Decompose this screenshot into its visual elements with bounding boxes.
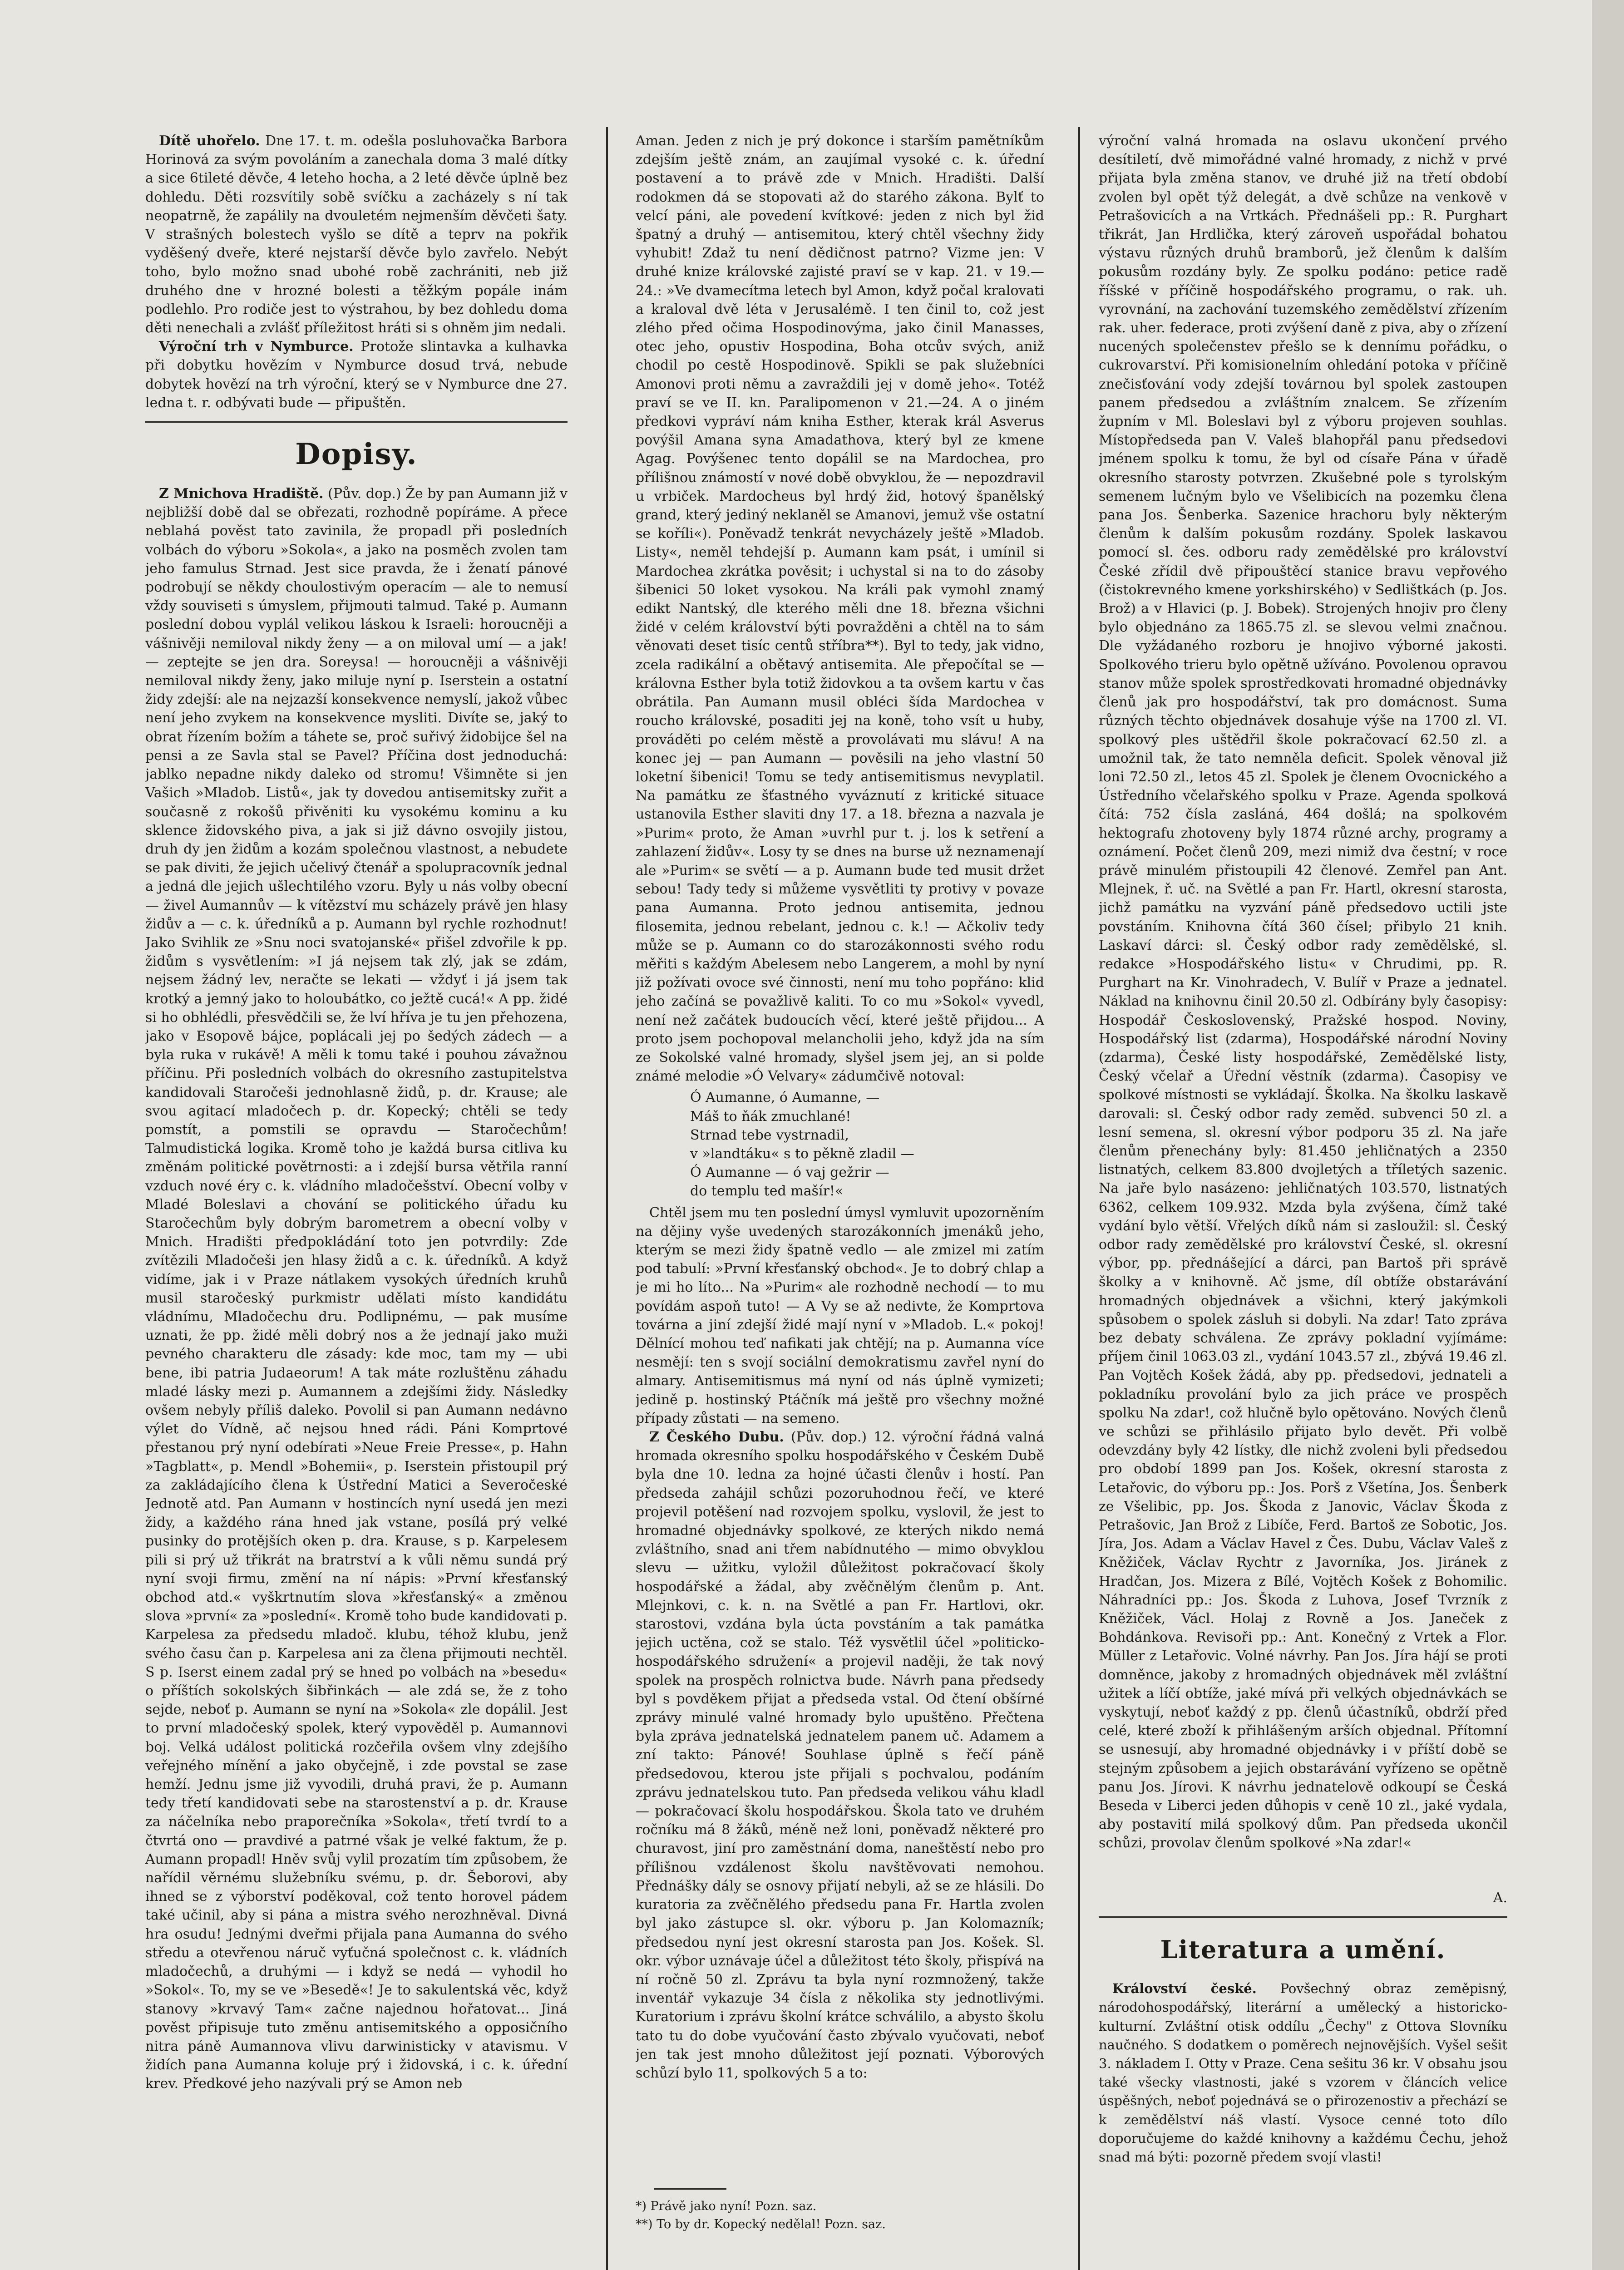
footnote: **) To by dr. Kopecký nedělal! Pozn. saz. — [636, 2217, 886, 2231]
page-edge — [1592, 0, 1624, 2270]
column-rule-1 — [606, 127, 608, 2270]
poem-line: Strnad tebe vystrnadil, — [690, 1127, 849, 1143]
column-3 — [1099, 132, 1507, 2270]
letter-continuation-end: Chtěl jsem mu ten poslední úmysl vymluvit upozorněním na dějiny vyše uvedených starozákonních jmenáků jeho, kterým se mezi židy špatně vedlo — ale zmizel mi zatím pod tabulí: »První křesťanský obchod«. Je to dobrý chlap a je mi ho líto... Na »Purim« ale rozhodně nechodí — to mu povídám aspoň tuto! — A Vy se až nedivte, že Komprtova továrna a jiní zdejší židé mají nyní v »Mladob. L.« pokoj! Dělnící mohou teď nafikati jak chtějí; na p. Aumanna více nesmějí: ten s svojí sociální demokratismu zavřel nyní do almary. Antisemitismus má nyní od nás úplně vymizeti; jedině p. hostinský Ptáčník má ještě pro všechny možné případy zůstati — na semeno. — [636, 1204, 1044, 1426]
section-divider — [145, 421, 568, 423]
section-title-literature: Literatura a umění. — [1160, 1935, 1446, 1964]
news-item-body: Protože slintavka a kulhavka při dobytku hovězím v Nymburce dosud trvá, nebude dobytek hovězí na trh výroční, který se v Nymburce dne 27. ledna t. r. odbývati bude — připuštěn. — [145, 339, 568, 411]
news-item-lead: Výroční trh v Nymburce. — [159, 339, 354, 355]
poem — [690, 1088, 1044, 1200]
poem-line: Ó Aumanne — ó vaj gežrir — — [690, 1165, 889, 1181]
letter-mnichovo-hradiste — [145, 484, 568, 2093]
letter-body: (Pův. dop.) 12. výroční řádná valná hromada okresního spolku hospodářského v Českém Dubě byla dne 10. ledna za hojné účasti členův i hostí. Pan předseda zahájil schůzi pozoruhodnou řečí, ve které projevil potěšení nad rozvojem spolku, vyslovil, že jest to hromadné objednávky spolkové, ze kterých nikdo nemá zvláštního, snad ani třem nabídnutého — mimo obvyklou slevu — užitku, vyložil důležitost pokračovací školy hospodářské a žádal, aby zvěčnělým členům p. Ant. Mlejnkovi, c. k. n. na Světlé a pan Fr. Hartlovi, okr. starostovi, vzdána byla úcta povstáním a tak památka jejich uctěna, což se stalo. Též vysvětlil účel »politicko-hospodářského sdružení« a projevil naději, že tak nový spolek na prospěch rolnictva bude. Návrh pana předsedy byl s povděkem přijat a předseda vstal. Od čtení obšírné zprávy minulé valné hromady bylo upuštěno. Přečtena byla zpráva jednatelská jednatelem panem uč. Adamem a zní takto: Pánové! Souhlase úplně s řečí páně předsedovou, kterou jste přijali s pochvalou, podáním zprávu jednatelskou tuto. Pan předseda velikou váhu kladl — pokračovací školu hospodářskou. Škola tato ve druhém ročníku má 8 žáků, méně než loni, poněvadž některé pro churavost, jiní pro zaměstnání doma, naneštěstí nebo pro přílišnou vzdálenost školu navštěvovati nemohou. Přednášky dály se osnovy přijatí nebyli, až se ze hlásili. Do kuratoria za zvěčnělého předsedu pana Fr. Hartla zvolen byl jako zástupce sl. okr. výboru p. Jan Kolomazník; předsedou nyní jest okresní starosta pan Jos. Košek. Sl. okr. výbor uznávaje účel a důležitost této školy, přispívá na ní ročně 50 zl. Zprávu ta byla nyní rozmnožený, takže inventář vykazuje 34 čísla z několika sty jednotlivými. Kuratorium i zprávu školní krátce schválilo, a abysto školu tato tu do dobe vyučování často zbývalo vyučovati, neboť jen tak jest mnoho důležitost její poznati. Výborových schůzí bylo 11, spolkových 5 a to: — [636, 1429, 1044, 2081]
letter-lead: Z Českého Dubu. — [649, 1429, 784, 1446]
letter-continuation: Aman. Jeden z nich je prý dokonce i starším pamětníkům zdejším ještě znám, an zaujímal vysoké c. k. úřední postavení a to právě zde v Mnich. Hradišti. Další rodokmen dá se stopovati až do starého zákona. Bylť to velcí páni, ale povedení kvítkové: jeden z nich byl žid špatný a druhý — antisemitou, který chtěl všechny židy vyhubit! Zdaž tu není dědičnost patrno? Vizme jen: V druhé knize královské zajisté praví se v kap. 21. v 19.—24.: »Ve dvamecítma letech byl Amon, když počal kralovati a kraloval dvě léta v Jerusalémě. I ten činil to, což jest zlého před očima Hospodinovýma, jako činil Manasses, otec jeho, opustiv Hospodina, Boha otcův svých, aniž chodil po cestě Hospodinově. Spikli se pak služebníci Amonovi proti němu a zavraždili jej v domě jeho«. Totéž praví se ve II. kn. Paralipomenon v 21.—24. A o jiném předkovi vypráví nám kniha Esther, kterak král Asverus povýšil Amana syna Amadathova, který byl ze kmene Agag. Povýšenec tento dopálil se na Mardochea, pro přílišnou známostí v nové době obvyklou, že — nepozdravil u vrbiček. Mardocheus byl hrdý žid, hotový španělský grand, který jediný neklaněl se Amanovi, jemuž vše ostatní se koříli«). Poněvadž tenkrát nevycházely ještě »Mladob. Listy«, neměl tehdejší p. Aumann kam psát, i umínil si Mardochea zkrátka pověsit; i uchystal si na to do zásoby šibenici 50 loket vysokou. Na králi pak vymohl znamý edikt Nantský, dle kterého měli dne 18. března všichni židé v celém království býti povražděni a chtěl na to sám věnovati deset tisíc centů stříbra**). Byl to tedy, jak vidno, zcela radikální a obětavý antisemita. Ale přepočítal se — královna Esther byla totiž židovkou a ta ovšem kartu v čas obrátila. Pan Aumann musil obléci šída Mardochea v roucho královské, posaditi jej na koně, toho vsít u huby, prováděti po celém městě a provolávati mu slávu! A na konec jej — pan Aumann — pověsili na jeho vlastní 50 loketní šibenici! Tomu se tedy antisemitismus nevyplatil. Na památku ze šťastného vyváznutí z kritické situace ustanovila Esther slaviti dny 17. a 18. března a nazvala je »Purim« proto, že Aman »uvrhl pur t. j. los k setření a zahlazení židův«. Losy ty se dnes na burse už neznamenají ale »Purim« se světí — a p. Aumann bude ted musit držet sebou! Tady tedy si můžeme vysvětliti ty protivy v povaze pana Aumanna. Proto jednou antisemita, jednou filosemita, jednou rebelant, jednou c. k.! — Ačkoliv tedy může se p. Aumann co do starozákonnosti svého rodu měřiti s každým Abelesem nebo Langerem, a mohl by nyní již požívati ovoce své činnosti, není mu toho popřáno: klid jeho začíná se považlivě kaliti. To co mu »Sokol« vyvedl, není než začátek budoucích věcí, které ještě přijdou... A proto jsem pochopoval melancholii jeho, když jda na sím ze Sokolské valné hromady, slyšel jsem jej, an si polde známé melodie »Ó Velvary« zádumčivě notoval: — [636, 133, 1044, 1085]
letter-cesky-dub — [636, 1428, 1044, 2082]
literature-item — [1099, 1979, 1507, 2166]
literature-body: Povšechný obraz zeměpisný, národohospodářský, literární a umělecký a historicko-kulturní. Zvláštní otisk oddílu „Čechy" z Ottova Slovníku naučného. S dodatkem o poměrech nejnovějších. Vyšel sešit 3. nákladem I. Otty v Praze. Cena sešitu 36 kr. V obsahu jsou také všecky vlastnosti, jaké s vzorem v článcích velice úspěšných, neboť pojednává se o přirozenostiv a přechází se k zemědělství náš vlastí. Vysoce cenné toto dílo doporučujeme do každé knihovny a každému Čechu, jehož snad má býti: pozorně předem svojí vlasti! — [1099, 1981, 1507, 2165]
section-title-letters: Dopisy. — [295, 437, 418, 472]
report-block — [1099, 132, 1507, 1889]
news-item-body: Dne 17. t. m. odešla posluhovačka Barbora Horinová za svým povoláním a zanechala doma 3 malé dítky a sice 6tileté děvče, 4 leteho hocha, a 2 leté děvče úplně bez dohledu. Děti rozsvítily sobě svíčku a zacházely s ní tak neopatrně, že zapálily na dvouletém nejmenším děvčeti šaty. V strašných bolestech vyšlo se dítě a teprv na pokřik vyděšený dveře, které nejstarší děvče bylo zavřelo. Nebýt toho, bylo možno snad ubohé robě zachrániti, neb již druhého dne v hrozné bolesti a těžkým popále inám podlehlo. Pro rodiče jest to výstrahou, by bez dohledu doma děti nenechali a zvlášť příležitost hráti si s ohněm jim nedali. — [145, 133, 568, 336]
footnote: *) Právě jako nyní! Pozn. saz. — [636, 2199, 817, 2213]
poem-line: v »landtáku« s to pěkně zladil — — [690, 1145, 914, 1162]
footnotes — [636, 2197, 1044, 2234]
section-divider — [1099, 1916, 1507, 1918]
literature-section — [1099, 1979, 1507, 2166]
literature-lead: Království české. — [1112, 1981, 1257, 1997]
poem-line: Máš to ňák zmuchlané! — [690, 1108, 851, 1125]
column-1 — [145, 132, 568, 2270]
report-continuation: výroční valná hromada na oslavu ukončení prvého desítiletí, dvě mimořádné valné hromady, z nichž v prvé přijata byla změna stanov, ve druhé již na třetí období zvolen byl opět týž delegát, a dvě schůze na venkově v Petrašovicích a na Vrtkách. Přednášeli pp.: R. Purghart třikrát, Jan Hrdlička, který zároveň uspořádal bohatou výstavu různých druhů bramborů, jež členům k dalším pokusům rozdány byly. Ze spolku podáno: petice radě říšské v příčině hospodářského programu, o rak. uh. vyrovnání, na zachování tuzemského zemědělství zřízením rak. uher. federace, proti zvýšení daně z piva, aby o zřízení nucených společenstev přešlo se k dennímu pořádku, o cukrovarství. Při komisionelním ohledání potoka v příčině znečisťování vody zdejší továrnou byl spolek zastoupen panem předsedou a zvláštním znalcem. Se zřízením župním v Ml. Boleslavi byl z výboru projeven souhlas. Místopředseda pan V. Valeš blahopřál panu předsedovi jménem spolku k tomu, že byl od císaře Pána v úřadě okresního starosty potvrzen. Zkušebné pole s tyrolským semenem lučným bylo ve Všelibicích na pozemku člena pana Jos. Šenberka. Sazenice hrachoru byly některým členům k dalším pokusům rozdány. Spolek laskavou pomocí sl. čes. odboru rady zemědělské pro království České zřídil dvě připouštěcí stanice bravu vepřového (čistokrevného kmene yorkshirského) v Sedlištkách (p. Jos. Brož) a v Hlavici (p. J. Bobek). Strojených hnojiv pro členy bylo objednáno za 1865.75 zl. se slevou velmi značnou. Dle vyžádaného rozboru je hnojivo výborné jakosti. Spolkového trieru bylo opětně užíváno. Povolenou opravou stanov může spolek sprostředkovati hromadné objednávky členů jak pro hospodářství, tak pro domácnost. Suma různých těchto objednávek dosahuje výše na 1700 zl. VI. spolkový ples uštědřil škole pokračovací 62.50 zl. a umožnil tak, že tato nemněla deficit. Spolek věnoval již loni 72.50 zl., letos 45 zl. Spolek je členem Ovocnického a Ústředního včelařského spolku v Praze. Agenda spolková čítá: 752 čísla zasláná, 464 došlá; na spolkovém hektografu zhotoveny byly 1874 různé archy, programy a oznámení. Počet členů 209, mezi nimiž dva čestní; v roce právě minulém přistoupili 42 členové. Zemřel pan Ant. Mlejnek, ř. uč. na Světlé a pan Fr. Hartl, okresní starosta, jichž památku na vyzvání páně předsedovo uctili jste povstáním. Knihovna čítá 360 čísel; přibylo 21 knih. Laskaví dárci: sl. Český odbor rady zemědělské, sl. redakce »Hospodářského listu« v Chrudimi, pp. R. Purghart na Kr. Vinohradech, V. Bulíř v Praze a jednatel. Náklad na knihovnu činil 20.50 zl. Odbírány byly časopisy: Hospodář Československý, Pražské hospod. Noviny, Hospodářský list (zdarma), Hospodářské národní Noviny (zdarma), České listy hospodářské, Zemědělské listy, Český včelař a Úřední věstník (zdarma). Časopisy ve spolkové místnosti se vykládají. Školka. Na školku laskavě darovali: sl. Český odbor rady zeměd. subvenci 50 zl. a lesní semena, sl. okresní výbor podporu 35 zl. Na jaře členům přenechány byly: 81.450 jehličnatých a 2350 listnatých, celkem 83.800 dvojletých a tříletých sazenic. Na jaře bylo nasázeno: jehličnatých 103.570, listnatých 6362, celkem 109.932. Mzda byla zvýšena, čímž také vydání bylo větší. Vřelých díků nám si zasloužil: sl. Český odbor rady zemědělské pro království České, sl. okresní výbor, pp. přednášející a dárci, pan Bartoš při správě školky a v knihovně. Ač jsme, díl obtíže obstarávání hromadných objednávek a všichni, který jakýmkoli spůsobem o spolek zásluh si dobyli. Na zdar! Tato zpráva bez debaty schválena. Ze zprávy pokladní vyjímáme: příjem činil 1063.03 zl., vydání 1043.57 zl., zbývá 19.46 zl. Pan Vojtěch Košek žádá, aby pp. předsedovi, jednateli a pokladníku provolání bylo za jich práce ve prospěch spolku Na zdar!, což hlučně bylo opětováno. Nových členů ve schůzi se přihlásilo přijato bylo devět. Při volbě odevzdány byly 42 lístky, dle nichž zvoleni byli předsedou pro období 1899 pan Jos. Košek, okresní starosta z Letařovic, do výboru pp.: Jos. Porš z Všetína, Jos. Šenberk ze Všelibic, pp. Jos. Škoda z Janovic, Václav Škoda z Petrašovic, Jan Brož z Libíče, Ferd. Bartoš ze Sobotic, Jos. Jíra, Jos. Adam a Václav Havel z Čes. Dubu, Václav Valeš z Kněžiček, Václav Rychtr z Javorníka, Jos. Jiránek z Hradčan, Jos. Mizera z Bílé, Vojtěch Košek z Bohomilic. Náhradníci pp.: Jos. Škoda z Luhova, Josef Tvrzník z Kněžiček, Václ. Holaj z Rovně a Jos. Janeček z Bohdánkova. Revisoři pp.: Ant. Konečný z Vrtek a Flor. Müller z Letařovic. Volné návrhy. Pan Jos. Jíra hájí se proti domněnce, jakoby z hromadných objednávek měl zvláštní užitek a líčí obtíže, jaké mívá při velkých objednávkách se vyskytují, neboť každý z pp. členů účastníků, obdrží před celé, které zboží k přihlášeným arších objednal. Přítomní se usnesují, aby hromadné objednávky i v příští době se stejným způsobem a jejich obstarávání vyřízeno se opětně panu Jos. Jírovi. K návrhu jednatelově odkoupí se Česká Beseda v Liberci jeden důhopis v ceně 10 zl., jaké vydala, aby postavití milá spolkový dům. Pan předseda ukončil schůzi, provolav členům spolkové »Na zdar!« — [1099, 133, 1507, 1851]
column-rule-2 — [1078, 127, 1080, 2270]
letter-body: (Pův. dop.) Že by pan Aumann již v nejbližší době dal se obřezati, rozhodně popíráme. A přece neblahá pověst tato zavinila, že propadl při posledních volbách do výboru »Sokola«, a jako na posměch zvolen tam jeho famulus Strnad. Jest sice pravda, že i ženatí pánové podrobují se někdy choulostivým operacím — ale to nemusí vždy souviseti s úmyslem, přijmouti talmud. Také p. Aumann poslední dobou vyplál velikou láskou k Israeli: horoucněji a vášnivěji nemiloval nikdy ženy — a on miloval umí — a jak! — zeptejte se jen dra. Soreysa! — horoucněji a vášnivěji nemiloval nikdy ženy, jako miluje nyní p. Iserstein a ostatní židy zdejší: ale na nejzazší konsekvence nemyslí, jakož vůbec není jeho zvykem na konsekvence mysliti. Divíte se, jaký to obrat řízením božím a táhete se, proč suřivý židobijce šel na pensi a ze Savla stal se Pavel? Příčina dost jednoduchá: jablko nepadne nikdy daleko od stromu! Všimněte si jen Vašich »Mladob. Listů«, jak ty dovedou antisemitsky zuřit a současně z rokošů přivěniti ku vysokému kominu a ku sklence židovského piva, a jak si již dávno osvojily jistou, druh dy jen židům a kozám společnou vlastnost, a nebudete se pak diviti, že jejich učelivý čtenář a spolupracovník jednal a jedná dle jejich ušlechtilého vzoru. Byly u nás volby obecní — živel Aumannův — k vítězství mu scházely právě jen hlasy židův a — c. k. úředníků a p. Aumann byl rychle rozhodnut! Jako Svihlik ze »Snu noci svatojanské« přišel zdvořile k pp. židům s vysvětlením: »I já nejsem tak zlý, jak se zdám, nejsem žádný lev, neračte se lekati — vždyť i já jsem tak krotký a jemný jako to holoubátko, co ježtě cucá!« A pp. židé si ho obhlédli, přesvědčili se, že lví hříva je tu jen přehozena, jako v Esopově bájce, poplácali jej po šedých zádech — a byla ruka v rukávě! A měli k tomu také i pouhou závažnou příčinu. Při posledních volbách do okresního zastupitelstva kandidovali Staročeši jednohlasně židů, p. dr. Krause; ale svou agitací mladočech p. dr. Kopecký; chtěli se tedy pomstít, a pomstili se opravdu — Staročechům! Talmudistická logika. Kromě toho je každá bursa citliva ku změnám politické povětrnosti: a i zdejší bursa větřila ranní vzduch nové éry c. k. vládního mladočešství. Obecní volby v Mladé Boleslavi a chování se politického úřadu ku Staročechům byly dobrým barometrem a obecní volby v Mnich. Hradišti předpokládání toto jen potvrdily: Zde zvítězili Mladočeši jen hlasy židů a c. k. úředníků. A když vidíme, jak i v Praze nátlakem vysokých úředních kruhů musil staročeský purkmistr udělati místo kandidátu vládnímu, Mladočechu dru. Podlipnému, — pak musíme uznati, že pp. židé měli dobrý nos a že jednají jako muži pevného charakteru dle zásady: kde moc, tam my — ubi bene, ibi patria Judaeorum! A tak máte rozluštěnu záhadu mladé lásky mezi p. Aumannem a zdejšími židy. Následky ovšem nebyly příliš daleko. Povolil si pan Aumann nedávno výlet do Vídně, ač nejsou hned rádi. Páni Komprtové přestanou prý nyní odebírati »Neue Freie Presse«, p. Hahn »Tagblatt«, p. Mendl »Bohemii«, p. Iserstein přistoupil prý za zakládajícího člena k Ústřední Matici a Severočeské Jednotě atd. Pan Aumann v hostincích nyní usedá jen mezi židy, a každého rána hned jak vstane, posílá prý velké pusinky do protějších oken p. dra. Krause, s p. Karpelesem pili si prý už třikrát na bratrství a k vůli němu sundá prý nyní svoji firmu, změní na ní nápis: »První křesťanský obchod atd.« vyškrtnutím slova »křesťanský« a změnou slova »první« za »poslední«. Kromě toho bude kandidovati p. Karpelesa za předsedu mladoč. klubu, téhož klubu, jenž svého času čan p. Karpelesa ani za člena přijmouti nechtěl. S p. Iserst einem zadal prý se hned po volbách na »besedu« o příštích sokolských šibřinkách — ale zdá se, že z toho sejde, neboť p. Aumann se nyní na »Sokola« zle dopálil. Jest to první mladočeský spolek, který vypověděl p. Aumannovi boj. Velká událost politická rozčeřila ovšem vlny zdejšího veřejného mínění a jako obyčejně, i zde povstal se zase hemží. Jednu jsme již vyvodili, druhá pravi, že p. Aumann tedy třetí kandidovati sebe na starostenství a p. dr. Krause za náčelníka nebo praporečníka »Sokola«, třetí tvrdí to a čtvrtá ono — pravdivé a patrné však je velké faktum, že p. Aumann propadl! Hněv svůj vylil prozatím tím způsobem, že nařídil věrnému služebníku svému, p. dr. Šeborovi, aby ihned se z výborství poděkoval, což tento horovel pádem také učinil, aby si pána a mistra svého nerozhněval. Divná hra osudu! Jednými dveřmi přijala pana Aumanna do svého středu a otevřenou náruč vyťučná společnost c. k. vládních mladočechů, a druhými — i když se nedá — vyhodil ho »Sokol«. To, my se ve »Besedě«! Je to sakulentská věc, když stanovy »krvavý Tam« začne najednou hořatovat... Jiná pověst připisuje tuto změnu antisemitského a opposičního nitra páně Aumannova vlivu darwinisticky v atavismu. V židích pana Aumanna koluje prý i židovská, i c. k. úřední krev. Předkové jeho nazývali prý se Amon neb — [145, 486, 568, 2092]
poem-line: do templu ted mašír!« — [690, 1183, 844, 1199]
letter-lead: Z Mnichova Hradiště. — [159, 486, 324, 502]
news-item-fire — [145, 132, 568, 337]
footnote-divider — [654, 2188, 726, 2190]
poem-line: Ó Aumanne, ó Aumanne, — — [690, 1090, 880, 1106]
news-item-lead: Dítě uhořelo. — [159, 133, 260, 149]
column-2 — [636, 132, 1044, 2179]
news-item-market — [145, 337, 568, 412]
signature: A. — [1493, 1890, 1507, 1906]
